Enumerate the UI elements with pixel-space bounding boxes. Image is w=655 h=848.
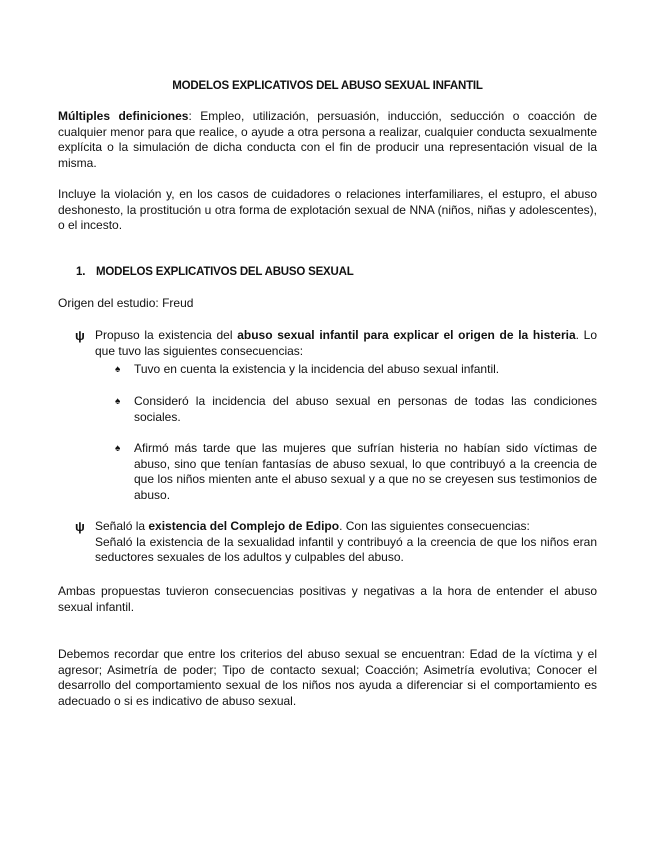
section-number: 1. bbox=[76, 266, 86, 278]
origin-line: Origen del estudio: Freud bbox=[58, 296, 194, 310]
psi-bullet-icon: ψ bbox=[75, 328, 85, 343]
conclusion-paragraph: Ambas propuestas tuvieron consecuencias positivas y negativas a la hora de entender el abuso sexual infantil. bbox=[58, 584, 597, 614]
spade-bullet-icon: ♠ bbox=[115, 396, 121, 407]
bullet-text-after: . Con las siguientes consecuencias: bbox=[339, 519, 530, 533]
bullet-item-oedipus bbox=[75, 519, 597, 566]
sub-bullet-item bbox=[115, 362, 597, 378]
sub-bullet-item bbox=[115, 394, 597, 425]
criteria-paragraph: Debemos recordar que entre los criterios del abuso sexual se encuentran: Edad de la víctima y el agresor; Asimetría de poder; Tipo de contacto sexual; Coacción; Asimetría evolutiva; Conocer el desarrollo del comportamiento sexual de los niños nos ayuda a diferenciar si el comportamiento es adecuado o si es indicativo de abuso sexual. bbox=[58, 647, 597, 708]
sub-bullet-text: Consideró la incidencia del abuso sexual en personas de todas las condiciones sociales. bbox=[134, 394, 597, 424]
includes-paragraph: Incluye la violación y, en los casos de cuidadores o relaciones interfamiliares, el estupro, el abuso deshonesto, la prostitución u otra forma de explotación sexual de NNA (niños, niñas y adolescentes), o el incesto. bbox=[58, 187, 597, 232]
bullet-text-before: Señaló la bbox=[95, 519, 149, 533]
psi-bullet-icon: ψ bbox=[75, 519, 85, 534]
bullet-text-after: . Lo que tuvo las siguientes consecuencias: bbox=[95, 328, 598, 358]
sub-bullet-item bbox=[115, 441, 597, 503]
sub-bullet-text: Afirmó más tarde que las mujeres que sufrían histeria no habían sido víctimas de abuso, sino que tenían fantasías de abuso sexual, lo que contribuyó a la creencia de que los niños mienten ante el abuso sexual y a que no se creyesen sus testimonios de abuso. bbox=[134, 441, 597, 502]
spade-bullet-icon: ♠ bbox=[115, 443, 121, 454]
sub-bullet-text: Tuvo en cuenta la existencia y la incidencia del abuso sexual infantil. bbox=[134, 362, 500, 376]
section-heading-text: MODELOS EXPLICATIVOS DEL ABUSO SEXUAL bbox=[96, 266, 354, 278]
section-heading bbox=[76, 265, 354, 281]
bullet-text-before: Propuso la existencia del bbox=[95, 328, 238, 342]
definition-term: Múltiples definiciones bbox=[58, 109, 189, 123]
spade-bullet-icon: ♠ bbox=[115, 364, 121, 375]
bullet-item-hysteria bbox=[75, 328, 598, 359]
definition-text: : Empleo, utilización, persuasión, inducción, seducción o coacción de cualquier menor para que realice, o ayude a otra persona a realizar, cualquier conducta sexualmente explícita o la simulación de dicha conducta con el fin de producir una representación visual de la misma. bbox=[58, 109, 598, 170]
definition-paragraph bbox=[58, 109, 597, 171]
document-title: MODELOS EXPLICATIVOS DEL ABUSO SEXUAL INFANTIL bbox=[172, 80, 483, 92]
bullet-continuation: Señaló la existencia de la sexualidad infantil y contribuyó a la creencia de que los niños eran seductores sexuales de los adultos y culpables del abuso. bbox=[95, 534, 597, 564]
bullet-text-bold: abuso sexual infantil para explicar el origen de la histeria bbox=[237, 328, 576, 342]
bullet-text-bold: existencia del Complejo de Edipo bbox=[148, 519, 340, 533]
